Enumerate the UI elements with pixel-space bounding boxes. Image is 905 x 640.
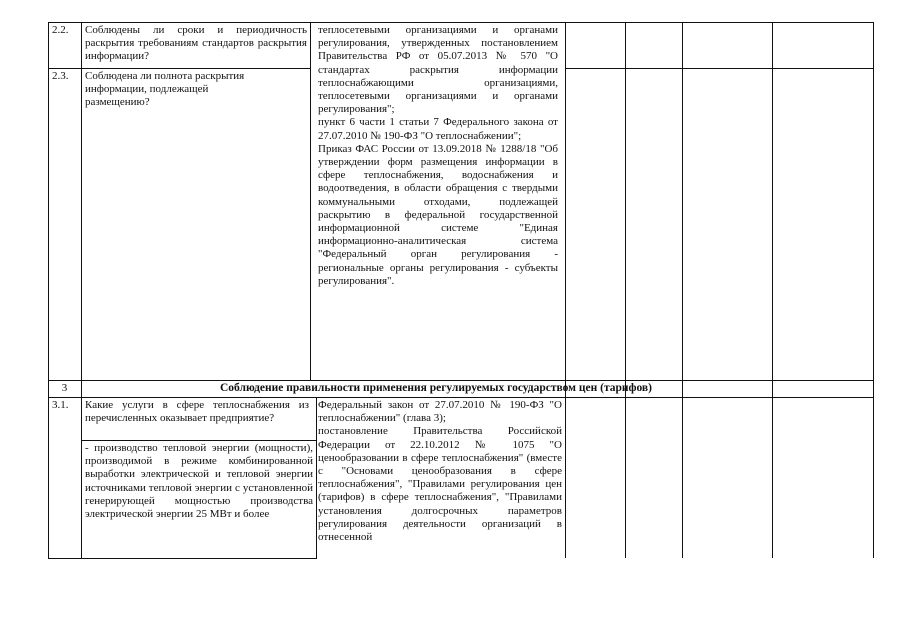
table-divider-basis-right <box>565 22 566 558</box>
row-number-2-3: 2.3. <box>52 70 69 82</box>
section-number-3: 3 <box>61 382 68 394</box>
service-item-heat-production: - производство тепловой энергии (мощности), производимой в режиме комбинированной выработки электрической и тепловой энергии источниками тепловой энергии с установленной генерирующей мощностью производства электрической энергии 25 МВт и более <box>85 442 313 521</box>
table-divider-basis-left-lower <box>316 397 317 558</box>
row-31-bottom <box>48 558 317 559</box>
row-31-question-divider <box>81 440 317 441</box>
question-2-2: Соблюдены ли сроки и периодичность раскрытия требованиям стандартов раскрытия информации? <box>85 24 307 63</box>
row-number-2-2: 2.2. <box>52 24 69 36</box>
legal-basis-3-1: Федеральный закон от 27.07.2010 № 190-ФЗ "О теплоснабжении" (глава 3); постановление Правительства Российской Федерации от 22.10.2012 № 1075 "О ценообразовании в сфере теплоснабжения" (вместе с "Основами ценообразования в сфере теплоснабжения", "Правилами регулирования цен (тарифов) в сфере теплоснабжения", "Правилами установления долгосрочных параметров регулирования деятельности организаций в отнесенной <box>318 399 562 544</box>
table-divider-basis-left <box>310 22 311 380</box>
question-3-1: Какие услуги в сфере теплоснабжения из перечисленных оказывает предприятие? <box>85 399 309 425</box>
table-divider-answer-1 <box>625 22 626 558</box>
table-divider-answer-2 <box>682 22 683 558</box>
table-divider-question <box>81 22 82 558</box>
table-border-top <box>48 22 874 23</box>
row-divider-22-23-right <box>565 68 874 69</box>
table-divider-answer-3 <box>772 22 773 558</box>
checklist-table <box>48 22 873 558</box>
row-divider-22-23-left <box>48 68 311 69</box>
question-2-3 <box>85 70 307 110</box>
section-title: Соблюдение правильности применения регулируемых государством цен (тарифов) <box>220 382 652 394</box>
table-border-left <box>48 22 49 558</box>
row-number-3-1: 3.1. <box>52 399 69 411</box>
section-divider-top <box>48 380 874 381</box>
question-2-3-text: Соблюдена ли полнота раскрытия информации, подлежащей размещению? <box>85 70 245 109</box>
legal-basis-2: теплосетевыми организациями и органами регулирования, утвержденных постановлением Правительства РФ от 05.07.2013 № 570 "О стандартах раскрытия информации теплоснабжающими организациями, теплосетевыми организациями и органами регулирования"; пункт 6 части 1 статьи 7 Федерального закона от 27.07.2010 № 190-ФЗ "О теплоснабжении"; Приказ ФАС России от 13.09.2018 № 1288/18 "Об утверждении форм размещения информации в сфере теплоснабжения, водоснабжения и водоотведения, в области обращения с твердыми коммунальными отходами, подлежащей раскрытию в федеральной государственной информационной системе "Единая информационно-аналитическая система "Федеральный орган регулирования - региональные органы регулирования - субъекты регулирования". <box>318 24 558 287</box>
table-border-right <box>873 22 874 558</box>
section-divider-bottom <box>48 397 874 398</box>
